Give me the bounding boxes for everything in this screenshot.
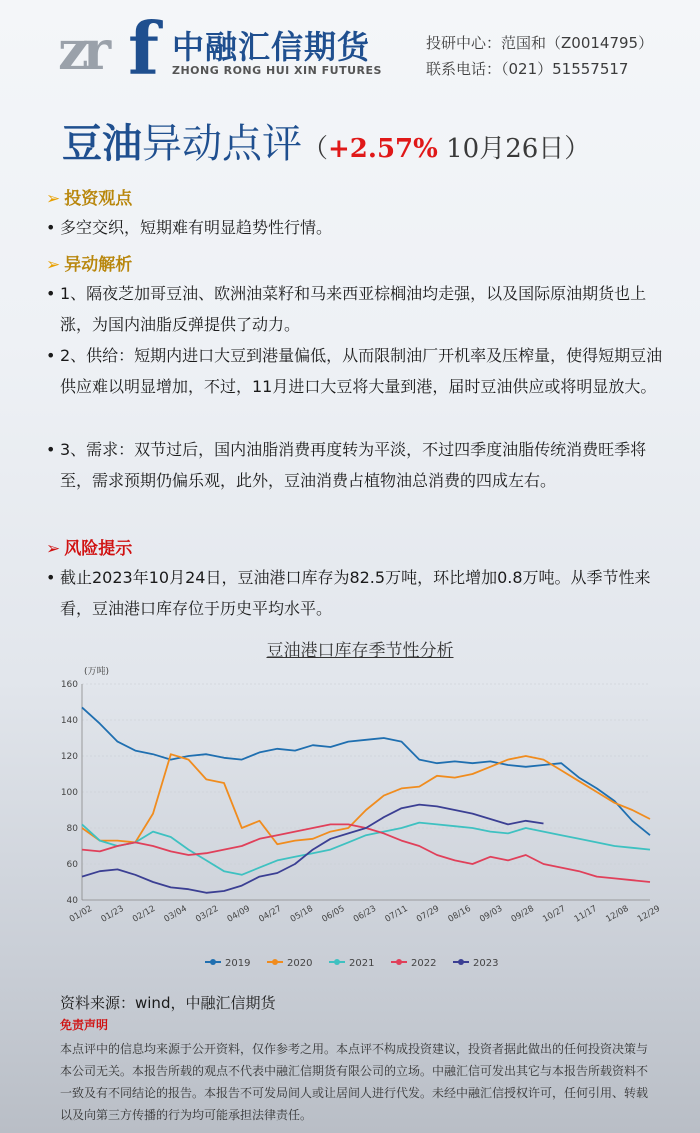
company-name-cn: 中融汇信期货 [172,28,371,66]
x-tick-label: 02/12 [131,903,158,925]
analysis-text-2: 2、供给：短期内进口大豆到港量偏低，从而限制油厂开机率及压榨量，使得短期豆油供应难以明显增加，不过，11月进口大豆将大量到港，届时豆油供应或将明显放大。 [60,346,663,396]
x-tick-label: 04/09 [225,903,252,925]
bullet-icon: • [46,218,56,237]
x-tick-label: 08/16 [446,903,473,925]
report-header [0,0,700,100]
title-date: 10月26日） [437,134,591,164]
y-tick-label: 140 [60,716,78,726]
x-tick-label: 09/03 [478,903,505,925]
view-paragraph [46,212,666,243]
y-tick-label: 40 [66,896,78,906]
chart-canvas [58,632,662,982]
y-tick-label: 160 [60,680,78,690]
section-risk-heading [46,534,132,559]
title-paren-open: （ [302,134,329,164]
chart-title: 豆油港口库存季节性分析 [266,641,454,661]
y-tick-label: 100 [60,788,78,798]
legend-marker-2022 [396,959,402,965]
x-tick-label: 10/27 [541,903,568,925]
title-subject: 异动点评 [142,121,302,167]
title-product: 豆油 [62,121,142,167]
risk-text: 截止2023年10月24日，豆油港口库存为82.5万吨，环比增加0.8万吨。从季节性来看，豆油港口库存位于历史平均水平。 [60,568,651,618]
bullet-icon: • [46,440,56,459]
x-tick-label: 01/23 [99,903,126,925]
y-tick-label: 60 [66,860,78,870]
price-change-percent: +2.57% [328,134,438,164]
bullet-icon: • [46,346,56,365]
company-name-en: ZHONG RONG HUI XIN FUTURES [172,64,382,77]
x-tick-label: 11/17 [572,903,599,925]
analysis-paragraph-3 [46,434,666,496]
x-tick-label: 07/29 [415,903,442,925]
legend-label-2020: 2020 [287,958,313,969]
legend-label-2023: 2023 [473,958,499,969]
page-title [62,112,590,169]
section-analysis-heading [46,250,132,275]
disclaimer-text: 本点评中的信息均来源于公开资料，仅作参考之用。本点评不构成投资建议，投资者据此做出的任何投资决策与本公司无关。本报告所载的观点不代表中融汇信期货有限公司的立场。中融汇信可发出其它与本报告所载资料不一致及有不同结论的报告。本报告不可发局间人或让居间人进行代发。未经中融汇信授权许可，任何引用、转载以及向第三方传播的行为均可能承担法律责任。 [60,1042,649,1122]
x-tick-label: 04/27 [257,903,284,925]
data-source: 资料来源：wind，中融汇信期货 [60,994,276,1012]
inventory-chart [58,632,662,982]
x-tick-label: 06/23 [351,903,379,925]
analysis-text-3: 3、需求：双节过后，国内油脂消费再度转为平淡，不过四季度油脂传统消费旺季将至，需求预期仍偏乐观，此外，豆油消费占植物油总消费的四成左右。 [60,440,647,490]
y-unit-label: (万吨) [84,667,110,677]
legend-label-2022: 2022 [411,958,437,969]
disclaimer-title: 免责声明 [60,1018,109,1032]
series-line-2019 [82,707,650,835]
risk-paragraph [46,562,666,624]
logo-mark-f: f [128,6,159,91]
x-tick-label: 06/05 [320,903,347,925]
section-view-title: 投资观点 [64,189,133,209]
legend-marker-2019 [210,959,216,965]
series-line-2020 [82,754,650,844]
legend-marker-2023 [458,959,464,965]
analysis-paragraph-1 [46,278,666,340]
x-tick-label: 03/22 [194,903,221,925]
section-risk-title: 风险提示 [64,539,133,559]
view-text: 多空交织，短期难有明显趋势性行情。 [60,218,333,237]
arrow-icon: ➢ [46,189,61,209]
legend-marker-2020 [272,959,278,965]
legend-label-2021: 2021 [349,958,375,969]
x-tick-label: 09/28 [509,903,536,925]
legend-marker-2021 [334,959,340,965]
section-view-heading [46,184,132,209]
analysis-paragraph-2 [46,340,666,402]
x-tick-label: 03/04 [162,903,189,925]
x-tick-label: 05/18 [288,903,315,925]
analysis-text-1: 1、隔夜芝加哥豆油、欧洲油菜籽和马来西亚棕榈油均走强，以及国际原油期货也上涨，为国内油脂反弹提供了动力。 [60,284,647,334]
arrow-icon: ➢ [46,255,61,275]
logo-mark: zr [58,18,106,82]
legend-label-2019: 2019 [225,958,251,969]
x-tick-label: 07/11 [383,903,410,925]
arrow-icon: ➢ [46,539,61,559]
analyst-contact: 投研中心：范国和（Z0014795） [426,34,654,52]
x-tick-label: 12/08 [604,903,631,925]
x-tick-label: 12/29 [635,903,662,925]
phone-contact: 联系电话：（021）51557517 [426,60,629,78]
x-tick-label: 01/02 [67,903,95,925]
section-analysis-title: 异动解析 [64,255,133,275]
y-tick-label: 120 [60,752,78,762]
series-line-2022 [82,824,650,882]
series-line-2021 [82,823,650,875]
y-tick-label: 80 [66,824,78,834]
bullet-icon: • [46,284,56,303]
bullet-icon: • [46,568,56,587]
